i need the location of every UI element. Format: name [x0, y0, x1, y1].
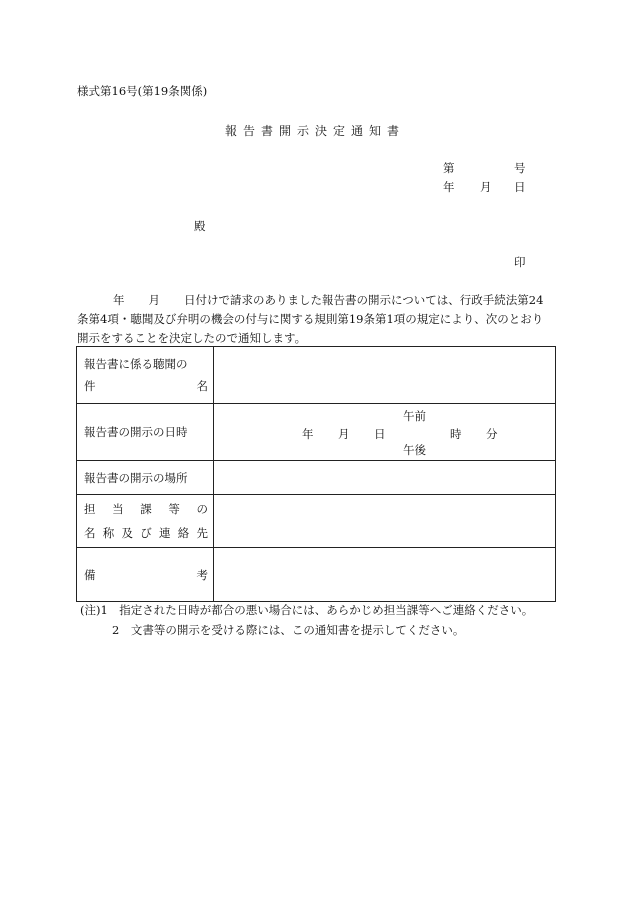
disclosure-datetime-label: 報告書の開示の日時	[77, 404, 214, 461]
date-day-label: 日	[514, 180, 526, 194]
datetime-day: 日	[374, 427, 386, 441]
date-month-label: 月	[480, 180, 492, 194]
disclosure-info-table	[76, 346, 556, 602]
body-line-3: 開示をすることを決定したので通知します。	[77, 331, 307, 345]
datetime-am: 午前	[403, 409, 426, 423]
datetime-year: 年	[302, 427, 314, 441]
table-row	[77, 347, 556, 404]
remarks-label: 備 考	[77, 548, 214, 602]
contact-value	[214, 495, 556, 548]
table-row	[77, 548, 556, 602]
remarks-value	[214, 548, 556, 602]
table-row	[77, 461, 556, 495]
case-name-label: 報告書に係る聴聞の 件 名	[77, 347, 214, 404]
datetime-pm: 午後	[403, 443, 426, 457]
disclosure-datetime-value	[214, 404, 556, 461]
date-year-label: 年	[443, 180, 455, 194]
form-number: 様式第16号(第19条関係)	[77, 84, 208, 98]
number-go: 号	[514, 161, 526, 175]
table-row	[77, 404, 556, 461]
datetime-month: 月	[338, 427, 350, 441]
body-line-1: 年 月 日付けで請求のありました報告書の開示については、行政手続法第24	[113, 293, 544, 307]
addressee-suffix: 殿	[194, 219, 206, 233]
number-dai: 第	[443, 161, 455, 175]
notification-body	[77, 291, 555, 348]
document-title: 報告書開示決定通知書	[224, 124, 405, 138]
datetime-hour: 時	[450, 427, 462, 441]
disclosure-place-value	[214, 461, 556, 495]
table-row	[77, 495, 556, 548]
contact-label: 担 当 課 等 の 名 称 及 び 連 絡 先	[77, 495, 214, 548]
case-name-value	[214, 347, 556, 404]
note-2: 2 文書等の開示を受ける際には、この通知書を提示してください。	[112, 623, 465, 637]
datetime-minute: 分	[486, 427, 498, 441]
note-1: (注)1 指定された日時が都合の悪い場合には、あらかじめ担当課等へご連絡ください。	[80, 603, 534, 617]
body-line-2: 条第4項・聴聞及び弁明の機会の付与に関する規則第19条第1項の規定により、次のとおり	[77, 312, 544, 326]
body-month: 月	[148, 293, 160, 307]
disclosure-place-label: 報告書の開示の場所	[77, 461, 214, 495]
seal-mark: 印	[514, 255, 526, 269]
body-year: 年	[113, 293, 125, 307]
